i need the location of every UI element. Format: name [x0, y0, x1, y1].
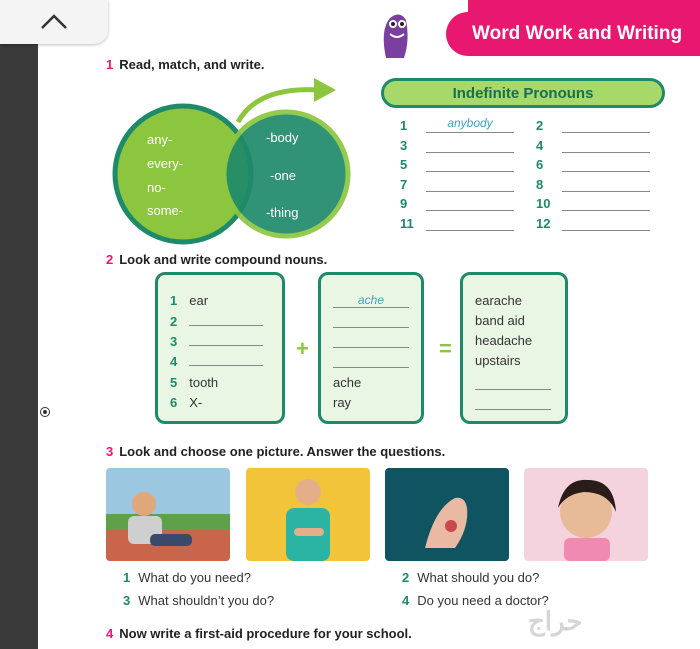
box1-row-1: 1 ear [170, 293, 209, 308]
box3-row-1: earache [475, 293, 522, 308]
answer-line-7[interactable] [426, 177, 514, 192]
answer-number-9: 9 [400, 196, 408, 211]
suffix-body: -body [266, 130, 299, 145]
photo-ear-ache[interactable] [524, 468, 648, 561]
photo-hand-burn-image [385, 468, 509, 561]
answer-line-5[interactable] [426, 157, 514, 172]
compound-box-2 [318, 272, 424, 424]
section-2-title: 2 Look and write compound nouns. [106, 252, 328, 267]
compound-box-3 [460, 272, 568, 424]
photo-stomach-ache-image [246, 468, 370, 561]
box2-row-6: ray [333, 395, 352, 410]
collapse-button[interactable] [0, 0, 108, 44]
question-3: 3 What shouldn’t you do? [123, 593, 275, 608]
photo-ear-ache-image [524, 468, 648, 561]
compound-box-1 [155, 272, 285, 424]
prefix-no: no- [147, 180, 166, 195]
suffix-thing: -thing [266, 205, 299, 220]
box1-row-3: 3 [170, 333, 263, 349]
photo-knee-injury[interactable] [106, 468, 230, 561]
answer-number-11: 11 [400, 215, 414, 231]
box3-row-5[interactable] [475, 375, 551, 390]
box2-row-1: ache [333, 293, 409, 308]
box1-row-6: 6 X- [170, 395, 203, 410]
page-banner [446, 12, 700, 56]
workbook-page [38, 0, 700, 649]
answer-number-1: 1 [400, 118, 408, 133]
box1-line-4[interactable] [189, 353, 263, 366]
answer-value-1: anybody [447, 116, 493, 130]
answer-line-2[interactable] [562, 118, 650, 133]
match-arrow-head [314, 78, 336, 102]
photo-hand-burn[interactable] [385, 468, 509, 561]
photo-knee-injury-image [106, 468, 230, 561]
prefix-any: any- [147, 132, 173, 147]
box3-row-3: headache [475, 333, 533, 348]
photo-stomach-ache[interactable] [246, 468, 370, 561]
answer-number-2: 2 [536, 118, 544, 133]
answer-number-8: 8 [536, 176, 544, 192]
question-4: 4 Do you need a doctor? [402, 593, 549, 608]
box1-line-3[interactable] [189, 333, 263, 346]
banner-title: Word Work and Writing [472, 23, 683, 44]
radio-marker[interactable] [40, 407, 50, 417]
answer-number-7: 7 [400, 176, 408, 192]
prefix-some: some- [147, 203, 184, 218]
watermark-logo: حراج [528, 606, 583, 636]
answer-number-4: 4 [536, 137, 544, 153]
answer-line-10[interactable] [562, 196, 650, 211]
box1-row-2: 2 [170, 313, 263, 329]
box1-line-2[interactable] [189, 313, 263, 326]
chevron-up-icon [39, 13, 69, 31]
answer-line-12[interactable] [562, 216, 650, 231]
question-2: 2 What should you do? [402, 570, 540, 585]
answer-line-3[interactable] [426, 138, 514, 153]
box3-row-6[interactable] [475, 395, 551, 410]
answer-line-9[interactable] [426, 196, 514, 211]
answer-line-11[interactable] [426, 216, 514, 231]
answer-number-3: 3 [400, 137, 408, 153]
section-4-title: 4 Now write a first-aid procedure for your school. [106, 626, 412, 641]
box2-row-3[interactable] [333, 333, 409, 348]
equals-sign: = [439, 336, 452, 361]
box2-row-5: ache [333, 375, 362, 390]
answer-line-4[interactable] [562, 138, 650, 153]
answer-number-6: 6 [536, 157, 544, 172]
answer-number-5: 5 [400, 157, 408, 172]
answer-number-12: 12 [536, 215, 551, 231]
prefix-every: every- [147, 156, 184, 171]
box2-row-4[interactable] [333, 353, 409, 368]
answer-line-6[interactable] [562, 157, 650, 172]
answer-number-10: 10 [536, 196, 551, 211]
section-3-title: 3 Look and choose one picture. Answer the questions. [106, 444, 446, 459]
box2-row-2[interactable] [333, 313, 409, 328]
plus-sign: + [296, 336, 309, 361]
box1-row-5: 5 tooth [170, 375, 219, 390]
box1-row-4: 4 [170, 353, 263, 369]
box3-row-2: band aid [475, 313, 525, 328]
suffix-one: -one [270, 168, 297, 183]
indefinite-pronouns-pill: Indefinite Pronouns [381, 78, 665, 108]
section-1-title: 1 Read, match, and write. [106, 57, 265, 72]
box3-row-4: upstairs [475, 353, 521, 368]
mascot-icon [376, 10, 416, 60]
answer-line-8[interactable] [562, 177, 650, 192]
question-1: 1 What do you need? [123, 570, 251, 585]
